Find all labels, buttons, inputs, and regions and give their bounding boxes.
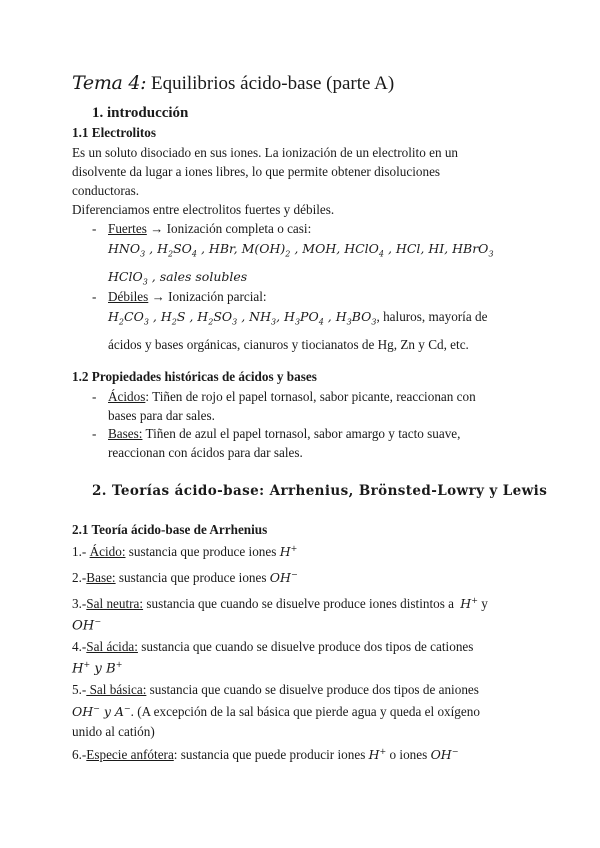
list-item-bases: - Bases: Tiñen de azul el papel tornasol, sabor amargo y tacto suave, reaccionan con ácidos para dar sales. bbox=[92, 426, 461, 460]
list-item-fuertes: - Fuertes → Ionización completa o casi: $HNO_3$ , $H_2SO_4$ , HBr, $M(OH)_2$ , MOH, HClO$_4$ , HCl, HI, HBrO$_3$ HClO$_3$ , sales solubles bbox=[92, 219, 512, 283]
definition-line: Diferenciamos entre electrolitos fuertes y débiles. bbox=[72, 202, 335, 217]
debiles-label: Débiles bbox=[108, 289, 149, 304]
title-tema: Tema 4: bbox=[72, 72, 147, 94]
math-oh-minus: OH− bbox=[269, 570, 298, 586]
math-h-plus: H+ bbox=[279, 544, 298, 560]
page-title bbox=[72, 72, 394, 95]
list-item-acidos: - Ácidos: Tiñen de rojo el papel tornasol, sabor picante, reaccionan con bases para dar sales. bbox=[92, 389, 476, 423]
list-item-sal-basica: 5.- Sal básica: sustancia que cuando se disuelve produce dos tipos de aniones bbox=[72, 682, 479, 697]
subsection-2-1-heading: 2.1 Teoría ácido-base de Arrhenius bbox=[72, 522, 268, 537]
math-oh-minus-a-minus: OH− y A− bbox=[72, 704, 131, 720]
math-h-plus: H+ bbox=[460, 596, 478, 612]
acidos-label: Ácidos bbox=[108, 389, 146, 404]
list-item-sal-acida: 4.-Sal ácida: sustancia que cuando se disuelve produce dos tipos de cationes bbox=[72, 639, 474, 654]
math-oh-minus: OH− bbox=[430, 747, 459, 763]
list-item-base: 2.-Base: sustancia que produce iones OH− bbox=[72, 570, 298, 586]
fuertes-label: Fuertes bbox=[108, 221, 147, 236]
fuertes-formula-2: HClO$_3$ , sales solubles bbox=[108, 268, 248, 286]
fuertes-formula-1: $HNO_3$ , $H_2SO_4$ , HBr, $M(OH)_2$ , MOH, HClO$_4$ , HCl, HI, HBrO$_3$ bbox=[108, 241, 494, 259]
list-item-especie-anfotera: 6.-Especie anfótera: sustancia que puede producir iones H+ o iones OH− bbox=[72, 747, 459, 763]
subsection-1-1-heading: 1.1 Electrolitos bbox=[72, 125, 156, 140]
section-1-heading: 1. introducción bbox=[92, 105, 189, 121]
electrolyte-definition bbox=[72, 143, 542, 219]
subsection-1-2-heading: 1.2 Propiedades históricas de ácidos y bases bbox=[72, 369, 317, 384]
definition-line: conductoras. bbox=[72, 183, 140, 198]
list-item-debiles: - Débiles → Ionización parcial: $H_2CO_3$ , $H_2S$ , $H_2SO_3$ , $NH_3$, $H_3PO_4$ , $H_3BO_3$, haluros, mayoría de ácidos y bases orgánicas, cianuros y tiocianatos de Hg, Zn y Cd, etc. bbox=[92, 289, 488, 352]
math-h-plus-b-plus: H+ y B+ bbox=[72, 660, 123, 677]
debiles-formula: $H_2CO_3$ , $H_2S$ , $H_2SO_3$ , $NH_3$, $H_3PO_4$ , $H_3BO_3$ bbox=[108, 309, 377, 327]
math-h-plus: H+ bbox=[368, 747, 387, 763]
document-page: Tema 4: Equilibrios ácido-base (parte A) 1. introducción 1.1 Electrolitos Es un soluto disociado en sus iones. La ionización de un electrolito en un disolvente da lugar a iones libres, lo que permite obtener disoluciones conductoras. Diferenciamos entre electrolitos fuertes y débiles. - Fuertes → Ionización completa o casi: $HNO_3$ , $H_2SO_4$ , HBr, $M(OH)_2$ , MOH, HClO$_4$ , HCl, HI, HBrO$_3$ HClO$_3$ , sales solubles - Débiles → Ionización parcial: $H_2CO_3$ , $H_2S$ , $H_2SO_3$ , $NH_3$, $H_3PO_4$ , $H_3BO_3$, haluros, mayoría de ácidos y bases orgánicas, cianuros y tiocianatos de Hg, Zn y Cd, etc. 1.2 Propiedades históricas de ácidos y bases - Ácidos: Tiñen de rojo el papel tornasol, sabor picante, reaccionan con bases para dar sales. - Bases: Tiñen de azul el papel tornasol, sabor amargo y tacto suave, reaccionan con ácidos para dar sales. 2. Teorías ácido-base: Arrhenius, Brönsted-Lowry y Lewis 2.1 Teoría ácido-base de Arrhenius 1.- Ácido: sustancia que produce iones H+ 2.-Base: sustancia que produce iones OH− 3.-Sal neutra: sustancia que cuando se disuelve produce iones distintos a H+ y OH− 4.-Sal ácida: sustancia que cuando se disuelve produce dos tipos de cationes H+ y B+ 5.- Sal básica: sustancia que cuando se disuelve produce dos tipos de aniones OH− y A−. (A excepción de la sal básica que pierde agua y queda el oxígeno unido al catión) 6.-Especie anfótera: sustancia que puede producir iones H+ o iones OH− bbox=[72, 72, 548, 763]
section-2-heading: 2. Teorías ácido-base: Arrhenius, Brönsted-Lowry y Lewis bbox=[92, 483, 548, 499]
list-item-acido: 1.- Ácido: sustancia que produce iones H+ bbox=[72, 544, 298, 560]
math-oh-minus: OH− bbox=[72, 617, 102, 634]
list-item-sal-neutra: 3.-Sal neutra: sustancia que cuando se disuelve produce iones distintos a H+ y bbox=[72, 596, 488, 612]
definition-line: Es un soluto disociado en sus iones. La ionización de un electrolito en un bbox=[72, 145, 459, 160]
bases-label: Bases: bbox=[108, 426, 143, 441]
title-text: Equilibrios ácido-base (parte A) bbox=[150, 73, 395, 94]
definition-line: disolvente da lugar a iones libres, lo que permite obtener disoluciones bbox=[72, 164, 441, 179]
